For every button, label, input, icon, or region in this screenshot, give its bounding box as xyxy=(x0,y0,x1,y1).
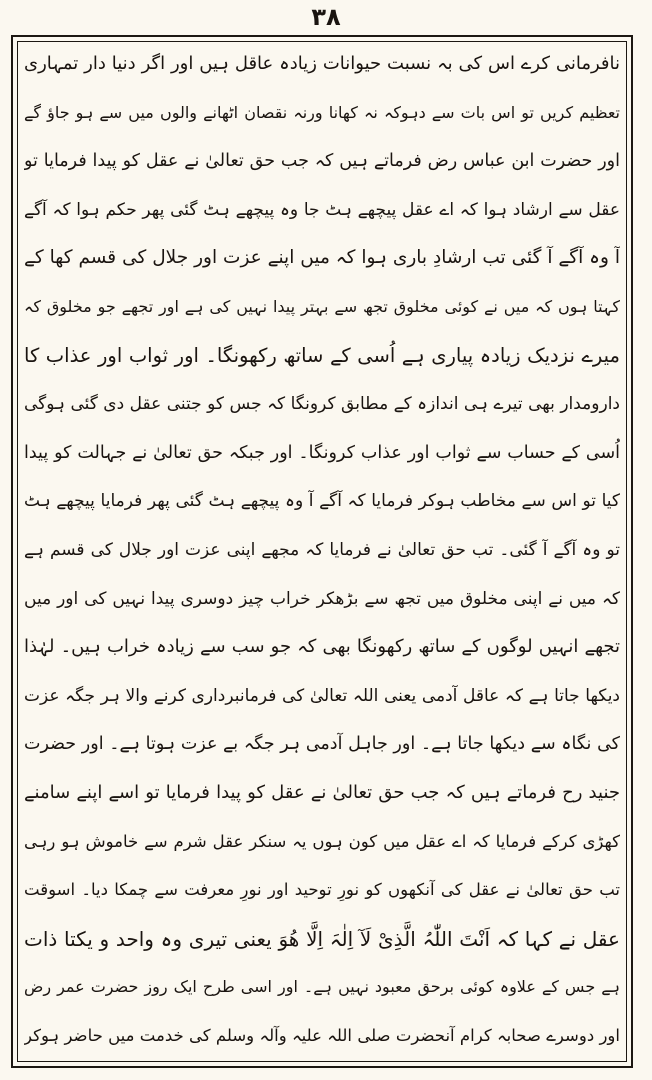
text-line: تو وہ آگے آ گئی۔ تب حق تعالیٰ نے فرمایا کہ مجھے اپنی عزت اور جلال کی قسم ہے xyxy=(24,539,620,560)
text-line: اور دوسرے صحابہ کرام آنحضرت صلی اللہ علیہ وآلہ وسلم کی خدمت میں حاضر ہوکر xyxy=(24,1025,620,1045)
page-number: ۳۸ xyxy=(311,3,341,31)
text-line: ہے جس کے علاوہ کوئی برحق معبود نہیں ہے۔ اور اسی طرح ایک روز حضرت عمر رض xyxy=(24,977,620,997)
text-line: کہتا ہوں کہ میں نے کوئی مخلوق تجھ سے بہتر پیدا نہیں کی ہے اور تجھے جو مخلوق کہ xyxy=(24,296,620,316)
body-text xyxy=(24,44,620,1056)
text-line: اُسی کے حساب سے ثواب اور عذاب کرونگا۔ اور جبکہ حق تعالیٰ نے جہالت کو پیدا xyxy=(24,442,620,463)
text-line: جنید رح فرماتے ہیں کہ جب حق تعالیٰ نے عقل کو پیدا فرمایا تو اسے اپنے سامنے xyxy=(24,781,620,803)
text-line: عقل نے کہا کہ اَنْتَ اللّٰہُ الَّذِیْ لَآ اِلٰہَ اِلَّا ھُوَ یعنی تیری وہ واحد و یکتا ذات xyxy=(24,926,620,951)
text-line: کیا تو اس سے مخاطب ہوکر فرمایا کہ آگے آ وہ پیچھے ہٹ گئی پھر فرمایا پیچھے ہٹ xyxy=(24,491,620,512)
text-line: آ وہ آگے آ گئی تب ارشادِ باری ہوا کہ میں اپنے عزت اور جلال کی قسم کھا کے xyxy=(24,247,620,269)
text-line: تعظیم کریں تو اس بات سے دہوکہ نہ کھانا ورنہ نقصان اٹھانے والوں میں سے ہو جاؤ گے xyxy=(24,102,620,122)
text-line: میرے نزدیک زیادہ پیاری ہے اُسی کے ساتھ رکھونگا۔ اور ثواب اور عذاب کا xyxy=(24,343,620,367)
text-line: عقل سے ارشاد ہوا کہ اے عقل پیچھے ہٹ جا وہ پیچھے ہٹ گئی پھر حکم ہوا کہ آگے xyxy=(24,199,620,220)
text-line: کھڑی کرکے فرمایا کہ اے عقل میں کون ہوں یہ سنکر عقل شرم سے خاموش ہو رہی xyxy=(24,831,620,851)
text-line: کی نگاہ سے دیکھا جاتا ہے۔ اور جاہل آدمی ہر جگہ بے عزت ہوتا ہے۔ اور حضرت xyxy=(24,734,620,755)
text-line: نافرمانی کرے اس کی بہ نسبت حیوانات زیادہ عاقل ہیں اور اگر دنیا دار تمہاری xyxy=(24,53,620,74)
text-line: تجھے انہیں لوگوں کے ساتھ رکھونگا بھی کہ جو سب سے زیادہ خراب ہیں۔ لہٰذا xyxy=(24,636,620,658)
text-line: دیکھا جاتا ہے کہ عاقل آدمی یعنی اللہ تعالیٰ کی فرمانبرداری کرنے والا ہر جگہ عزت xyxy=(24,685,620,706)
text-line: تب حق تعالیٰ نے عقل کی آنکھوں کو نورِ توحید اور نورِ معرفت سے چمکا دیا۔ اسوقت xyxy=(24,880,620,900)
text-line: اور حضرت ابن عباس رض فرماتے ہیں کہ جب حق تعالیٰ نے عقل کو پیدا فرمایا تو xyxy=(24,151,620,172)
text-line: دارومدار بھی تیرے ہی اندازہ کے مطابق کرونگا کہ جس کو جتنی عقل دی گئی ہوگی xyxy=(24,394,620,415)
text-line: کہ میں نے اپنی مخلوق میں تجھ سے بڑھکر خراب چیز دوسری پیدا نہیں کی اور میں xyxy=(24,588,620,609)
